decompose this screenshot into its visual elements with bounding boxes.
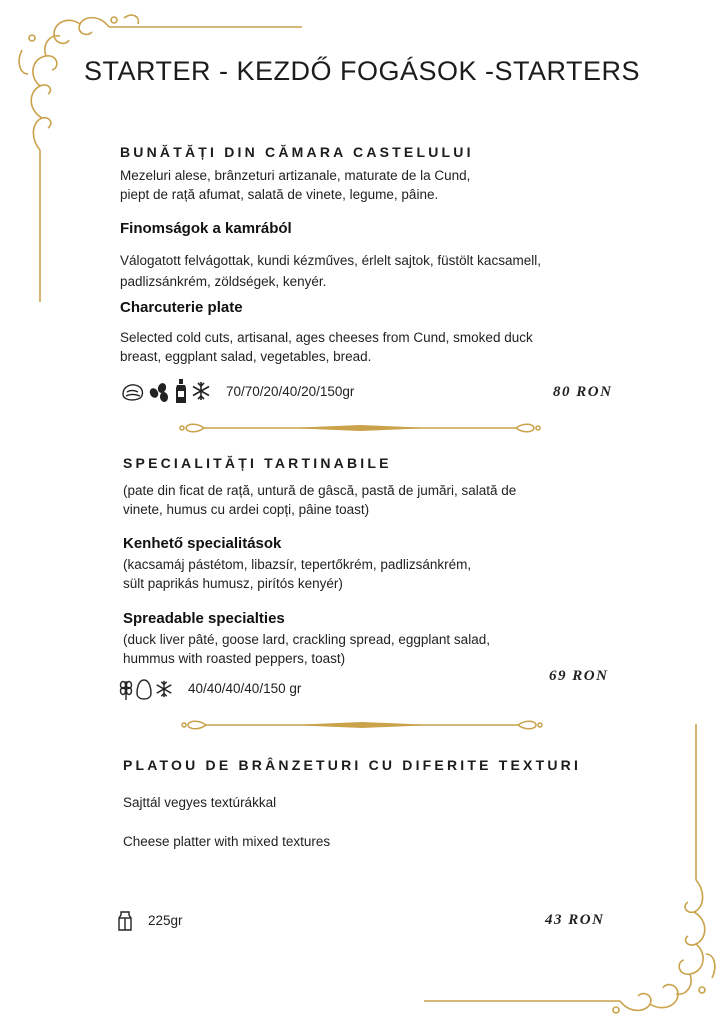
hungarian-description: Válogatott felvágottak, kundi kézműves, érlelt sajtok, füstölt kacsamell, padlizsánkrém, zöldségek, kenyér. — [120, 253, 541, 289]
english-heading: Charcuterie plate — [120, 299, 243, 316]
mustard-bottle-icon — [174, 378, 188, 404]
allergen-icons — [120, 378, 212, 404]
wheat-icon — [118, 677, 134, 701]
hungarian-description: (kacsamáj pástétom, libazsír, tepertőkrém, padlizsánkrém, sült paprikás humusz, pirítós kenyér) — [123, 557, 472, 591]
seeds-icon — [148, 378, 172, 404]
english-description: Cheese platter with mixed textures — [123, 834, 331, 849]
section-heading: SPECIALITĂȚI TARTINABILE — [123, 455, 392, 471]
hungarian-heading: Kenhető specialitások — [123, 535, 282, 552]
portion-weights: 225gr — [148, 913, 183, 928]
hungarian-description: Sajttál vegyes textúrákkal — [123, 795, 277, 810]
allergen-icons — [118, 677, 174, 701]
price: 80 RON — [553, 384, 613, 400]
snowflake-icon — [154, 677, 174, 701]
english-description: (duck liver pâté, goose lard, crackling spread, eggplant salad, hummus with roasted peppers, toast) — [123, 632, 490, 666]
portion-weights: 70/70/20/40/20/150gr — [226, 384, 355, 399]
portion-weights: 40/40/40/40/150 gr — [188, 681, 302, 696]
ornamental-divider — [178, 420, 542, 436]
english-heading: Spreadable specialties — [123, 610, 285, 627]
price: 69 RON — [549, 668, 609, 684]
page-title: STARTER - KEZDŐ FOGÁSOK -STARTERS — [83, 56, 641, 86]
egg-icon — [136, 677, 152, 701]
allergen-icons — [118, 911, 132, 931]
section-heading: PLATOU DE BRÂNZETURI CU DIFERITE TEXTURI — [123, 757, 582, 773]
section-heading: BUNĂTĂȚI DIN CĂMARA CASTELULUI — [120, 144, 474, 160]
hungarian-heading: Finomságok a kamrából — [120, 220, 292, 237]
price: 43 RON — [545, 912, 605, 928]
snowflake-icon — [190, 378, 212, 404]
ornamental-divider — [180, 717, 544, 733]
english-description: Selected cold cuts, artisanal, ages cheeses from Cund, smoked duck breast, eggplant salad, vegetables, bread. — [120, 330, 533, 364]
romanian-description: Mezeluri alese, brânzeturi artizanale, maturate de la Cund, piept de rață afumat, salată de vinete, legume, pâine. — [120, 168, 471, 202]
milk-carton-icon — [118, 911, 132, 931]
meat-icon — [120, 378, 146, 404]
romanian-description: (pate din ficat de rață, untură de gâscă, pastă de jumări, salată de vinete, humus cu ardei copți, pâine toast) — [123, 483, 517, 517]
